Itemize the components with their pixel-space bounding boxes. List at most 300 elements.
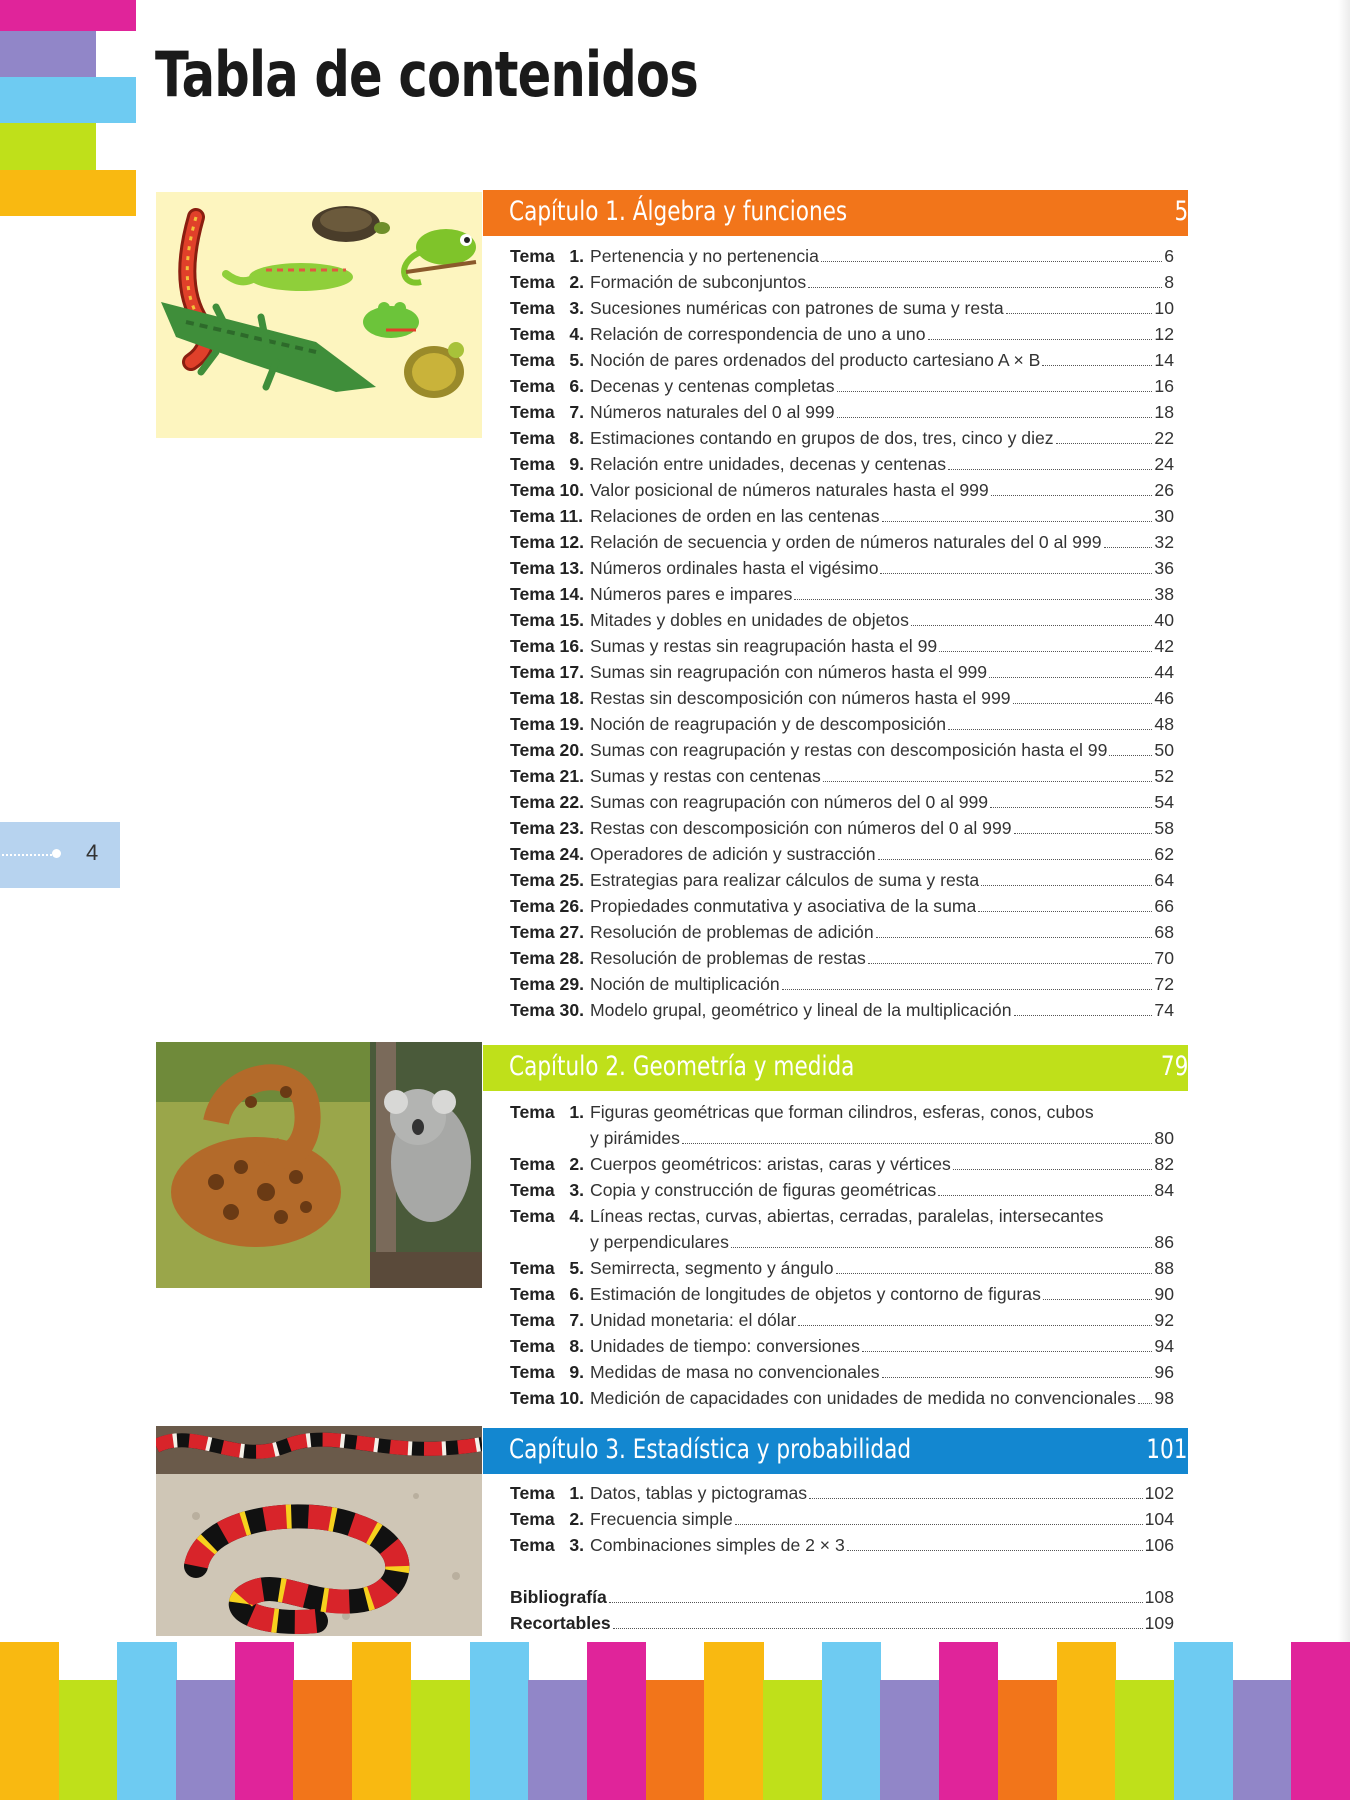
topic-number: Tema 10. (510, 1388, 584, 1408)
topic-row[interactable] (510, 1506, 1174, 1532)
topic-title: Relación de correspondencia de uno a uno (590, 324, 926, 344)
topic-number: Tema 12. (510, 532, 584, 552)
topic-title-wrap (590, 1480, 1174, 1506)
topic-page: 44 (1154, 662, 1174, 682)
topic-title-wrap (590, 399, 1174, 425)
topic-page: 8 (1164, 272, 1174, 292)
topic-row[interactable] (510, 425, 1174, 451)
bottom-bar (352, 1642, 411, 1800)
leader-dots (989, 677, 1152, 678)
topic-title-wrap (590, 1151, 1174, 1177)
leader-dots (1014, 833, 1153, 834)
topic-title: Semirrecta, segmento y ángulo (590, 1258, 834, 1278)
topic-page: 62 (1154, 844, 1174, 864)
topic-title: Propiedades conmutativa y asociativa de la suma (590, 896, 977, 916)
topic-row[interactable] (510, 607, 1174, 633)
topic-title: Medidas de masa no convencionales (590, 1362, 880, 1382)
leader-dots (1109, 755, 1152, 756)
topic-row[interactable] (510, 269, 1174, 295)
topic-title: Noción de multiplicación (590, 974, 780, 994)
leader-dots (880, 573, 1152, 574)
reptiles-illustration (156, 192, 482, 438)
topic-row[interactable] (510, 1281, 1174, 1307)
topic-title-wrap (590, 789, 1174, 815)
topic-page: 38 (1154, 584, 1174, 604)
topic-page: 94 (1154, 1336, 1174, 1356)
topic-page: 12 (1154, 324, 1174, 344)
topic-number: Tema 6. (510, 376, 584, 396)
topic-number: Tema 2. (510, 272, 584, 292)
leader-dots (731, 1247, 1153, 1248)
leader-dots (847, 1550, 1143, 1551)
topic-number: Tema 2. (510, 1509, 584, 1529)
topic-title-wrap (590, 815, 1174, 841)
topic-title: Números pares e impares (590, 584, 793, 604)
topic-title: Modelo grupal, geométrico y lineal de la multiplicación (590, 1000, 1012, 1020)
topic-title: Resolución de problemas de adición (590, 922, 874, 942)
topic-number: Tema 5. (510, 350, 584, 370)
chapter-2-title: Capítulo 2. Geometría y medida (509, 1051, 855, 1082)
bottom-bar (939, 1642, 998, 1800)
dotted-line (2, 854, 56, 856)
topic-number: Tema 3. (510, 1180, 584, 1200)
topic-row[interactable] (510, 1151, 1174, 1177)
cutouts-row[interactable] (510, 1610, 1174, 1636)
leader-dots (837, 391, 1153, 392)
topic-row[interactable] (510, 1307, 1174, 1333)
leader-dots (1006, 313, 1153, 314)
topic-title: Mitades y dobles en unidades de objetos (590, 610, 909, 630)
topic-number: Tema 9. (510, 454, 584, 474)
bottom-bar (880, 1680, 939, 1800)
bottom-bar (998, 1680, 1057, 1800)
topic-title-wrap (590, 243, 1174, 269)
topic-title: Resolución de problemas de restas (590, 948, 866, 968)
topic-title: Valor posicional de números naturales hasta el 999 (590, 480, 989, 500)
topic-row[interactable] (510, 841, 1174, 867)
topic-title-wrap (590, 1255, 1174, 1281)
bottom-bar (1233, 1680, 1292, 1800)
topic-title: Restas con descomposición con números del 0 al 999 (590, 818, 1012, 838)
topic-title-line-2 (590, 1125, 1174, 1151)
bibliography-page: 108 (1144, 1587, 1174, 1607)
bottom-bar (1174, 1642, 1233, 1800)
topic-title-wrap (590, 1281, 1174, 1307)
topic-page: 16 (1154, 376, 1174, 396)
topic-title-continued: y perpendiculares (590, 1232, 729, 1252)
leader-dots (911, 625, 1153, 626)
leader-dots (798, 1325, 1152, 1326)
topic-row[interactable] (510, 945, 1174, 971)
topic-title: Relación entre unidades, decenas y centenas (590, 454, 947, 474)
topic-row[interactable] (510, 789, 1174, 815)
topic-title: Operadores de adición y sustracción (590, 844, 876, 864)
bottom-bar (822, 1642, 881, 1800)
coral-snake-photo (156, 1426, 482, 1636)
topic-title-wrap (590, 477, 1174, 503)
topic-number: Tema 8. (510, 428, 584, 448)
topic-row[interactable] (510, 321, 1174, 347)
leader-dots (1104, 547, 1153, 548)
topic-number: Tema 15. (510, 610, 584, 630)
leader-dots (1014, 1015, 1153, 1016)
topic-page: 42 (1154, 636, 1174, 656)
topic-title: Sumas sin reagrupación con números hasta el 999 (590, 662, 988, 682)
leader-dots (990, 807, 1152, 808)
topic-page: 26 (1154, 480, 1174, 500)
leader-dots (882, 521, 1153, 522)
topic-title-wrap (590, 555, 1174, 581)
topic-number: Tema 18. (510, 688, 584, 708)
topic-row[interactable] (510, 1385, 1174, 1411)
leader-dots (823, 781, 1153, 782)
topic-title: Unidades de tiempo: conversiones (590, 1336, 860, 1356)
topic-row[interactable] (510, 477, 1174, 503)
topic-page: 40 (1154, 610, 1174, 630)
topic-page: 24 (1154, 454, 1174, 474)
topic-title: Combinaciones simples de 2 × 3 (590, 1535, 845, 1555)
topic-title-wrap (590, 711, 1174, 737)
topic-number: Tema 27. (510, 922, 584, 942)
topic-row[interactable] (510, 1532, 1174, 1558)
topic-page: 92 (1154, 1310, 1174, 1330)
topic-page: 52 (1154, 766, 1174, 786)
topic-number: Tema 4. (510, 324, 584, 344)
topic-number: Tema 14. (510, 584, 584, 604)
topic-page: 50 (1154, 740, 1174, 760)
chapter-1-page: 5 (1174, 196, 1188, 227)
topic-row[interactable] (510, 737, 1174, 763)
bottom-bar (59, 1680, 118, 1800)
topic-row[interactable] (510, 893, 1174, 919)
topic-page: 66 (1154, 896, 1174, 916)
topic-row[interactable] (510, 295, 1174, 321)
topic-title: Figuras geométricas que forman cilindros, esferas, conos, cubos (590, 1102, 1094, 1122)
topic-title: Estimaciones contando en grupos de dos, tres, cinco y diez (590, 428, 1054, 448)
leader-dots (876, 937, 1153, 938)
topic-number: Tema 1. (510, 246, 584, 266)
topic-title-wrap (590, 841, 1174, 867)
topic-row[interactable] (510, 1255, 1174, 1281)
topic-row[interactable] (510, 659, 1174, 685)
topic-title: Restas sin descomposición con números hasta el 999 (590, 688, 1011, 708)
bottom-bar (0, 1642, 59, 1800)
topic-row[interactable] (510, 399, 1174, 425)
topic-title-wrap (590, 425, 1174, 451)
topic-page: 106 (1144, 1535, 1174, 1555)
topic-row[interactable] (510, 919, 1174, 945)
topic-title: Sumas y restas con centenas (590, 766, 821, 786)
leader-dots (878, 859, 1153, 860)
topic-title-wrap (590, 581, 1174, 607)
topic-number: Tema 21. (510, 766, 584, 786)
topic-row[interactable] (510, 1480, 1174, 1506)
topic-title-wrap (590, 1359, 1174, 1385)
bottom-bar (235, 1642, 294, 1800)
topic-page: 30 (1154, 506, 1174, 526)
bottom-bar (1291, 1642, 1350, 1800)
topic-title-wrap (590, 295, 1174, 321)
bottom-bar (1057, 1642, 1116, 1800)
topic-row[interactable] (510, 555, 1174, 581)
topic-title-wrap (590, 451, 1174, 477)
chapter-1-title: Capítulo 1. Álgebra y funciones (509, 196, 848, 227)
topic-page: 58 (1154, 818, 1174, 838)
bottom-bar (117, 1642, 176, 1800)
topic-title: Unidad monetaria: el dólar (590, 1310, 797, 1330)
topic-title: Frecuencia simple (590, 1509, 733, 1529)
leader-dots (735, 1524, 1143, 1525)
topic-title: Decenas y centenas completas (590, 376, 835, 396)
leader-dots (948, 469, 1152, 470)
topic-number: Tema 24. (510, 844, 584, 864)
topic-page: 6 (1164, 246, 1174, 266)
topic-row[interactable] (510, 529, 1174, 555)
topic-page: 48 (1154, 714, 1174, 734)
topic-row[interactable] (510, 867, 1174, 893)
topic-page: 68 (1154, 922, 1174, 942)
topic-title-wrap (590, 1307, 1174, 1333)
topic-page: 102 (1144, 1483, 1174, 1503)
topic-row[interactable] (510, 711, 1174, 737)
leader-dots (1138, 1403, 1153, 1404)
topic-title-wrap (590, 685, 1174, 711)
topic-row[interactable] (510, 1203, 1174, 1255)
topic-title-wrap (590, 763, 1174, 789)
topic-number: Tema 9. (510, 1362, 584, 1382)
topic-number: Tema 13. (510, 558, 584, 578)
topic-number: Tema 2. (510, 1154, 584, 1174)
topic-title: Datos, tablas y pictogramas (590, 1483, 808, 1503)
page-title: Tabla de contenidos (155, 38, 698, 111)
topic-page: 14 (1154, 350, 1174, 370)
cutouts-label: Recortables (510, 1613, 611, 1633)
topic-page: 18 (1154, 402, 1174, 422)
topic-number: Tema 19. (510, 714, 584, 734)
topic-number: Tema 7. (510, 1310, 584, 1330)
topic-title-wrap (590, 607, 1174, 633)
bottom-bar (704, 1642, 763, 1800)
topic-row[interactable] (510, 503, 1174, 529)
topic-title: Sumas y restas sin reagrupación hasta el 99 (590, 636, 938, 656)
topic-title-wrap (590, 347, 1174, 373)
leader-dots (948, 729, 1152, 730)
topic-number: Tema 22. (510, 792, 584, 812)
topic-page: 96 (1154, 1362, 1174, 1382)
topic-title: Sumas con reagrupación con números del 0 al 999 (590, 792, 989, 812)
leader-dots (938, 1195, 1152, 1196)
topic-number: Tema 3. (510, 298, 584, 318)
leader-dots (939, 651, 1152, 652)
topic-page: 46 (1154, 688, 1174, 708)
topic-title-wrap (590, 737, 1174, 763)
topic-title: Cuerpos geométricos: aristas, caras y vértices (590, 1154, 951, 1174)
bottom-color-bars (0, 1642, 1350, 1800)
leader-dots (862, 1351, 1152, 1352)
topic-title: Sucesiones numéricas con patrones de suma y resta (590, 298, 1004, 318)
stripe-yellow (0, 170, 136, 216)
topic-number: Tema 6. (510, 1284, 584, 1304)
stripe-cyan (0, 77, 136, 123)
page-number: 4 (86, 840, 99, 865)
bottom-bar (1115, 1680, 1174, 1800)
leader-dots (1042, 365, 1152, 366)
topic-title: Medición de capacidades con unidades de medida no convencionales (590, 1388, 1136, 1408)
topic-row[interactable] (510, 243, 1174, 269)
topic-page: 72 (1154, 974, 1174, 994)
topic-title-wrap (590, 893, 1174, 919)
topic-number: Tema 8. (510, 1336, 584, 1356)
topic-title-wrap (590, 971, 1174, 997)
topic-title-wrap (590, 529, 1174, 555)
leader-dots (1056, 443, 1153, 444)
topic-title-line-2 (590, 1229, 1174, 1255)
leader-dots (1043, 1299, 1153, 1300)
topic-number: Tema 7. (510, 402, 584, 422)
topic-page: 10 (1154, 298, 1174, 318)
leader-dots (978, 911, 1152, 912)
leader-dots (868, 963, 1153, 964)
topic-row[interactable] (510, 581, 1174, 607)
topic-page: 54 (1154, 792, 1174, 812)
leader-dots (782, 989, 1153, 990)
page-number-tab (0, 822, 120, 888)
chapter-2-header (483, 1045, 1188, 1091)
topic-title: Noción de reagrupación y de descomposición (590, 714, 946, 734)
stripe-magenta (0, 0, 136, 31)
topic-title: Copia y construcción de figuras geométricas (590, 1180, 937, 1200)
cutouts-page: 109 (1144, 1613, 1174, 1633)
leader-dots (1013, 703, 1153, 704)
bottom-bar (411, 1680, 470, 1800)
chapter-3-topic-list (510, 1480, 1174, 1558)
topic-row[interactable] (510, 815, 1174, 841)
bibliography-label: Bibliografía (510, 1587, 607, 1607)
topic-title-wrap (590, 503, 1174, 529)
topic-row[interactable] (510, 1177, 1174, 1203)
chapter-1-topic-list (510, 243, 1174, 1023)
bottom-bar (646, 1680, 705, 1800)
topic-number: Tema 26. (510, 896, 584, 916)
topic-page: 70 (1154, 948, 1174, 968)
topic-row[interactable] (510, 347, 1174, 373)
bottom-bar (528, 1680, 587, 1800)
topic-title-wrap (590, 1506, 1174, 1532)
topic-title: Relaciones de orden en las centenas (590, 506, 880, 526)
topic-number: Tema 23. (510, 818, 584, 838)
topic-page: 22 (1154, 428, 1174, 448)
leader-dots (609, 1602, 1143, 1603)
topic-number: Tema 16. (510, 636, 584, 656)
leader-dots (882, 1377, 1153, 1378)
topic-row[interactable] (510, 451, 1174, 477)
bottom-bar (176, 1680, 235, 1800)
leader-dots (837, 417, 1153, 418)
topic-number: Tema 25. (510, 870, 584, 890)
topic-title: Números ordinales hasta el vigésimo (590, 558, 879, 578)
leader-dots (821, 261, 1162, 262)
topic-number: Tema 29. (510, 974, 584, 994)
topic-page: 88 (1154, 1258, 1174, 1278)
leader-dots (928, 339, 1153, 340)
topic-row[interactable] (510, 685, 1174, 711)
stripe-purple (0, 31, 96, 77)
topic-title-wrap (590, 321, 1174, 347)
topic-number: Tema 11. (510, 506, 584, 526)
topic-title: Relación de secuencia y orden de números naturales del 0 al 999 (590, 532, 1102, 552)
topic-title: Estrategias para realizar cálculos de suma y resta (590, 870, 980, 890)
chapter-1-header (483, 190, 1188, 236)
topic-row[interactable] (510, 1359, 1174, 1385)
bibliography-row[interactable] (510, 1584, 1174, 1610)
leader-dots (836, 1273, 1153, 1274)
topic-title-wrap (590, 919, 1174, 945)
bottom-bar (763, 1680, 822, 1800)
topic-row[interactable] (510, 971, 1174, 997)
topic-row[interactable] (510, 633, 1174, 659)
topic-title-wrap (590, 945, 1174, 971)
leader-dots (981, 885, 1152, 886)
topic-title: Formación de subconjuntos (590, 272, 807, 292)
bottom-bar (587, 1642, 646, 1800)
topic-page: 90 (1154, 1284, 1174, 1304)
topic-title-wrap (590, 1099, 1174, 1151)
leader-dots (808, 287, 1162, 288)
leader-dots (809, 1498, 1143, 1499)
chapter-2-page: 79 (1160, 1051, 1188, 1082)
topic-title-wrap (590, 867, 1174, 893)
topic-title-wrap (590, 1385, 1174, 1411)
topic-title: Sumas con reagrupación y restas con descomposición hasta el 99 (590, 740, 1108, 760)
topic-title-wrap (590, 1532, 1174, 1558)
topic-title-wrap (590, 633, 1174, 659)
topic-row[interactable] (510, 763, 1174, 789)
topic-title-wrap (590, 659, 1174, 685)
topic-page: 32 (1154, 532, 1174, 552)
leader-dots (794, 599, 1152, 600)
topic-title: Noción de pares ordenados del producto cartesiano A × B (590, 350, 1041, 370)
topic-title-wrap (590, 997, 1174, 1023)
topic-page: 86 (1154, 1232, 1174, 1252)
topic-number: Tema 4. (510, 1206, 584, 1226)
chapter-3-header (483, 1428, 1188, 1474)
chapter-3-page: 101 (1146, 1434, 1188, 1465)
topic-row[interactable] (510, 1099, 1174, 1151)
topic-number: Tema 10. (510, 480, 584, 500)
chapter-3-title: Capítulo 3. Estadística y probabilidad (509, 1434, 912, 1465)
dot-marker (52, 849, 61, 858)
topic-row[interactable] (510, 1333, 1174, 1359)
bottom-bar (293, 1680, 352, 1800)
leader-dots (682, 1143, 1152, 1144)
topic-page: 82 (1154, 1154, 1174, 1174)
leader-dots (613, 1628, 1143, 1629)
stripe-lime (0, 123, 96, 170)
topic-row[interactable] (510, 997, 1174, 1023)
page-edge (1338, 0, 1350, 1800)
topic-title: Pertenencia y no pertenencia (590, 246, 819, 266)
topic-page: 80 (1154, 1128, 1174, 1148)
topic-number: Tema 1. (510, 1483, 584, 1503)
topic-page: 64 (1154, 870, 1174, 890)
topic-title-wrap (590, 373, 1174, 399)
topic-page: 84 (1154, 1180, 1174, 1200)
topic-page: 104 (1144, 1509, 1174, 1529)
topic-page: 98 (1154, 1388, 1174, 1408)
topic-row[interactable] (510, 373, 1174, 399)
chapter-2-topic-list (510, 1099, 1174, 1411)
topic-number: Tema 20. (510, 740, 584, 760)
